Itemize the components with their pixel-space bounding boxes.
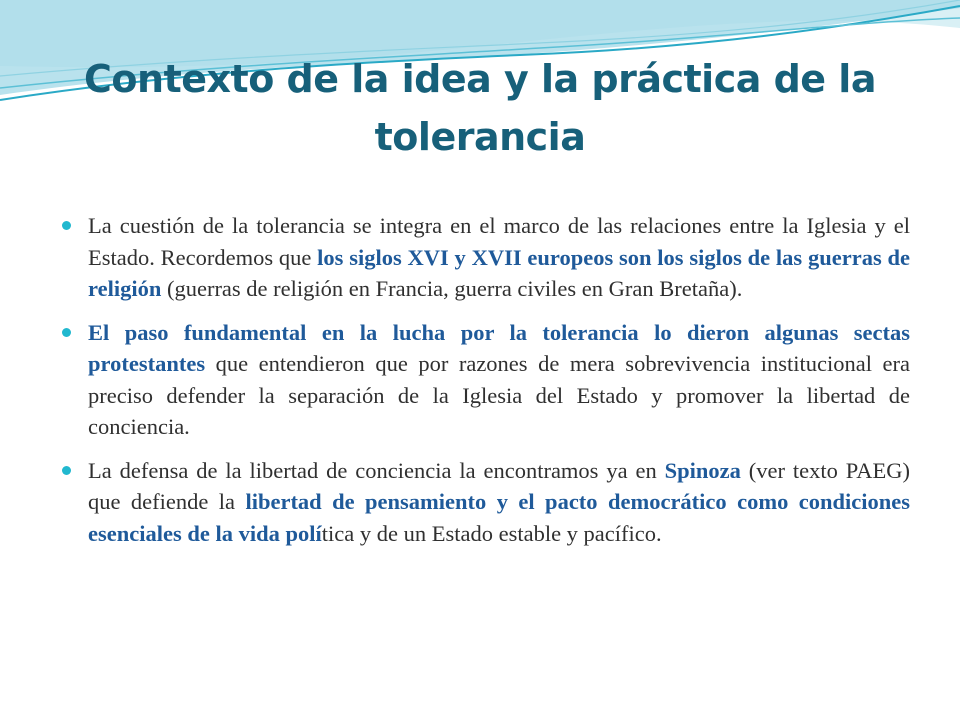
bullet-item bbox=[60, 210, 910, 305]
bullet-highlight-text: libertad de pensamiento y el pacto democrático como condiciones esenciales de la vida polí bbox=[88, 489, 910, 546]
bullet-list bbox=[60, 210, 910, 561]
bullet-item bbox=[60, 455, 910, 550]
bullet-item bbox=[60, 317, 910, 443]
bullet-dot-icon bbox=[62, 221, 71, 230]
bullet-text: que entendieron que por razones de mera sobrevivencia institucional era preciso defender la separación de la Iglesia del Estado y promover la libertad de conciencia. bbox=[88, 351, 910, 439]
bullet-highlight-text: los siglos XVI y XVII europeos son los siglos de las guerras de religión bbox=[88, 244, 910, 301]
bullet-highlight-text: El paso fundamental en la lucha por la tolerancia lo dieron algunas sectas protestantes bbox=[88, 319, 910, 376]
bullet-text: (ver texto PAEG) que defiende la bbox=[88, 457, 910, 514]
bullet-text: La defensa de la libertad de conciencia la encontramos ya en bbox=[88, 457, 665, 483]
bullet-dot-icon bbox=[62, 466, 71, 475]
slide-title: Contexto de la idea y la práctica de la tolerancia bbox=[84, 57, 876, 159]
bullet-dot-icon bbox=[62, 328, 71, 337]
bullet-text: (guerras de religión en Francia, guerra civiles en Gran Bretaña). bbox=[161, 276, 743, 301]
bullet-text: tica y de un Estado estable y pacífico. bbox=[321, 520, 662, 546]
bullet-text: La cuestión de la tolerancia se integra en el marco de las relaciones entre la Iglesia y el Estado. Recordemos que bbox=[88, 213, 910, 270]
bullet-highlight-text: Spinoza bbox=[664, 457, 741, 483]
